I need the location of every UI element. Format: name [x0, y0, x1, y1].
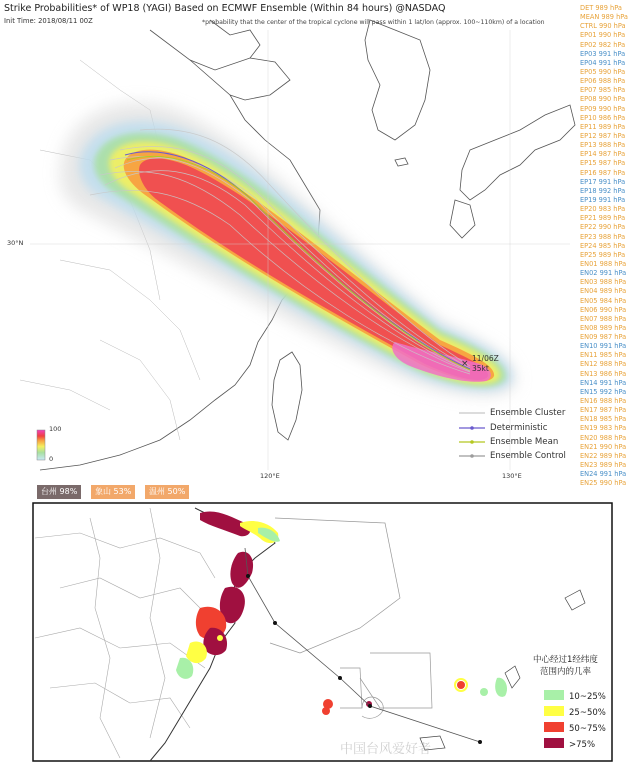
probability-swath: [60, 103, 516, 396]
colorbar-min-label: 0: [49, 455, 54, 463]
local-map-frame: [33, 503, 612, 761]
ensemble-member-list: [580, 4, 640, 488]
inner-legend-title-2: 范围内的几率: [540, 667, 592, 677]
lon-label-120: 120°E: [260, 472, 280, 480]
legend-deterministic: Deterministic: [490, 423, 548, 433]
ensemble-member-label: EN06 990 hPa: [580, 305, 627, 314]
ensemble-member-label: EN10 991 hPa: [580, 342, 627, 351]
ensemble-member-label: EN07 988 hPa: [580, 314, 627, 323]
ensemble-member-label: EP13 988 hPa: [580, 141, 626, 150]
ensemble-member-label: EP04 991 hPa: [580, 58, 626, 67]
ensemble-member-label: EN03 988 hPa: [580, 278, 627, 287]
taiwan-coast: [272, 352, 302, 440]
ensemble-member-label: EN17 987 hPa: [580, 406, 627, 415]
ensemble-member-label: EN15 992 hPa: [580, 387, 627, 396]
legend-lines: [459, 413, 485, 458]
inner-legend-label: 25~50%: [569, 708, 606, 718]
ensemble-member-label: EP25 989 hPa: [580, 250, 626, 259]
city-probability-badge: 台州 98%: [37, 485, 81, 499]
ensemble-member-label: EP15 987 hPa: [580, 159, 626, 168]
ensemble-member-label: EP09 990 hPa: [580, 104, 626, 113]
inner-legend-label: 10~25%: [569, 692, 606, 702]
map-title: Strike Probabilities* of WP18 (YAGI) Based on ECMWF Ensemble (Within 84 hours) @NASDAQ: [4, 3, 446, 14]
ensemble-member-label: EP22 990 hPa: [580, 223, 626, 232]
inner-legend-label: >75%: [569, 740, 596, 750]
inner-legend-swatch: [544, 706, 564, 716]
colorbar: [37, 430, 45, 460]
ensemble-member-label: EN05 984 hPa: [580, 296, 627, 305]
ensemble-member-label: EP08 990 hPa: [580, 95, 626, 104]
inner-legend-label: 50~75%: [569, 724, 606, 734]
ensemble-member-label: EP07 985 hPa: [580, 86, 626, 95]
ensemble-member-label: CTRL 990 hPa: [580, 22, 626, 31]
ensemble-member-label: EN04 989 hPa: [580, 287, 627, 296]
watermark-text: 中国台风爱好者: [340, 742, 432, 757]
ensemble-member-label: EP24 985 hPa: [580, 241, 626, 250]
ensemble-member-label: EN19 983 hPa: [580, 424, 627, 433]
ensemble-member-label: EP10 986 hPa: [580, 113, 626, 122]
legend-ensemble-mean: Ensemble Mean: [490, 437, 559, 447]
lon-label-130: 130°E: [502, 472, 522, 480]
ensemble-member-label: EP16 987 hPa: [580, 168, 626, 177]
ensemble-member-label: EN22 989 hPa: [580, 451, 627, 460]
ensemble-member-label: EP14 987 hPa: [580, 150, 626, 159]
kyushu-coast: [450, 200, 475, 238]
ensemble-member-label: EN14 991 hPa: [580, 378, 627, 387]
ensemble-member-label: EN08 989 hPa: [580, 323, 627, 332]
storm-x-icon: ×: [461, 359, 469, 369]
ensemble-member-label: EN11 985 hPa: [580, 351, 627, 360]
ensemble-member-label: EN18 985 hPa: [580, 415, 627, 424]
ensemble-member-label: EN21 990 hPa: [580, 442, 627, 451]
ensemble-member-label: EN23 989 hPa: [580, 461, 627, 470]
ensemble-member-label: EP12 987 hPa: [580, 131, 626, 140]
ensemble-member-label: EN01 988 hPa: [580, 259, 627, 268]
ensemble-member-label: EP18 992 hPa: [580, 186, 626, 195]
ensemble-member-label: EN13 986 hPa: [580, 369, 627, 378]
ensemble-member-label: EP05 990 hPa: [580, 67, 626, 76]
ensemble-member-label: EP11 989 hPa: [580, 122, 626, 131]
local-probability-map: [0, 478, 640, 764]
storm-position-marker: [461, 359, 469, 369]
ensemble-member-label: EN25 990 hPa: [580, 479, 627, 488]
ensemble-member-label: EP23 988 hPa: [580, 232, 626, 241]
inner-legend-swatch: [544, 738, 564, 748]
ensemble-member-label: EP19 991 hPa: [580, 195, 626, 204]
storm-time-label: 11/06Z: [472, 354, 499, 363]
lat-label: 30°N: [7, 239, 24, 247]
local-map-canvas: [0, 478, 640, 764]
ensemble-member-label: EN02 991 hPa: [580, 269, 627, 278]
city-probability-badge: 温州 50%: [145, 485, 189, 499]
storm-intensity-label: 35kt: [472, 364, 489, 373]
ensemble-member-label: EP02 982 hPa: [580, 40, 626, 49]
korea-coast: [365, 20, 430, 140]
ensemble-member-label: EP06 988 hPa: [580, 77, 626, 86]
ensemble-member-label: DET 989 hPa: [580, 4, 622, 12]
jeju-island: [395, 158, 408, 166]
probability-footnote: *probability that the center of the tropical cyclone will pass within 1 lat/lon (approx. 100~110km) of a location: [202, 19, 545, 26]
ensemble-member-label: EP17 991 hPa: [580, 177, 626, 186]
colorbar-max-label: 100: [49, 425, 62, 433]
ensemble-member-label: EN12 988 hPa: [580, 360, 627, 369]
japan-coast: [460, 105, 575, 200]
init-time: Init Time: 2018/08/11 00Z: [4, 17, 93, 25]
legend-ensemble-cluster: Ensemble Cluster: [490, 408, 566, 418]
ensemble-member-label: EN20 988 hPa: [580, 433, 627, 442]
ensemble-member-label: EP03 991 hPa: [580, 49, 626, 58]
shandong-coast: [190, 58, 290, 100]
ensemble-member-label: EN09 987 hPa: [580, 333, 627, 342]
swath-red: [139, 158, 488, 380]
ensemble-member-label: EN16 988 hPa: [580, 397, 627, 406]
ensemble-member-label: EP20 983 hPa: [580, 205, 626, 214]
ensemble-member-label: EP21 989 hPa: [580, 214, 626, 223]
inner-legend-swatch: [544, 722, 564, 732]
ensemble-member-label: EN24 991 hPa: [580, 470, 627, 479]
city-probability-badge: 象山 53%: [91, 485, 135, 499]
inner-legend-swatch: [544, 690, 564, 700]
ensemble-member-label: MEAN 989 hPa: [580, 13, 628, 22]
inner-legend-title-1: 中心经过1经纬度: [533, 655, 598, 665]
legend-ensemble-control: Ensemble Control: [490, 451, 566, 461]
ensemble-member-label: EP01 990 hPa: [580, 31, 626, 40]
